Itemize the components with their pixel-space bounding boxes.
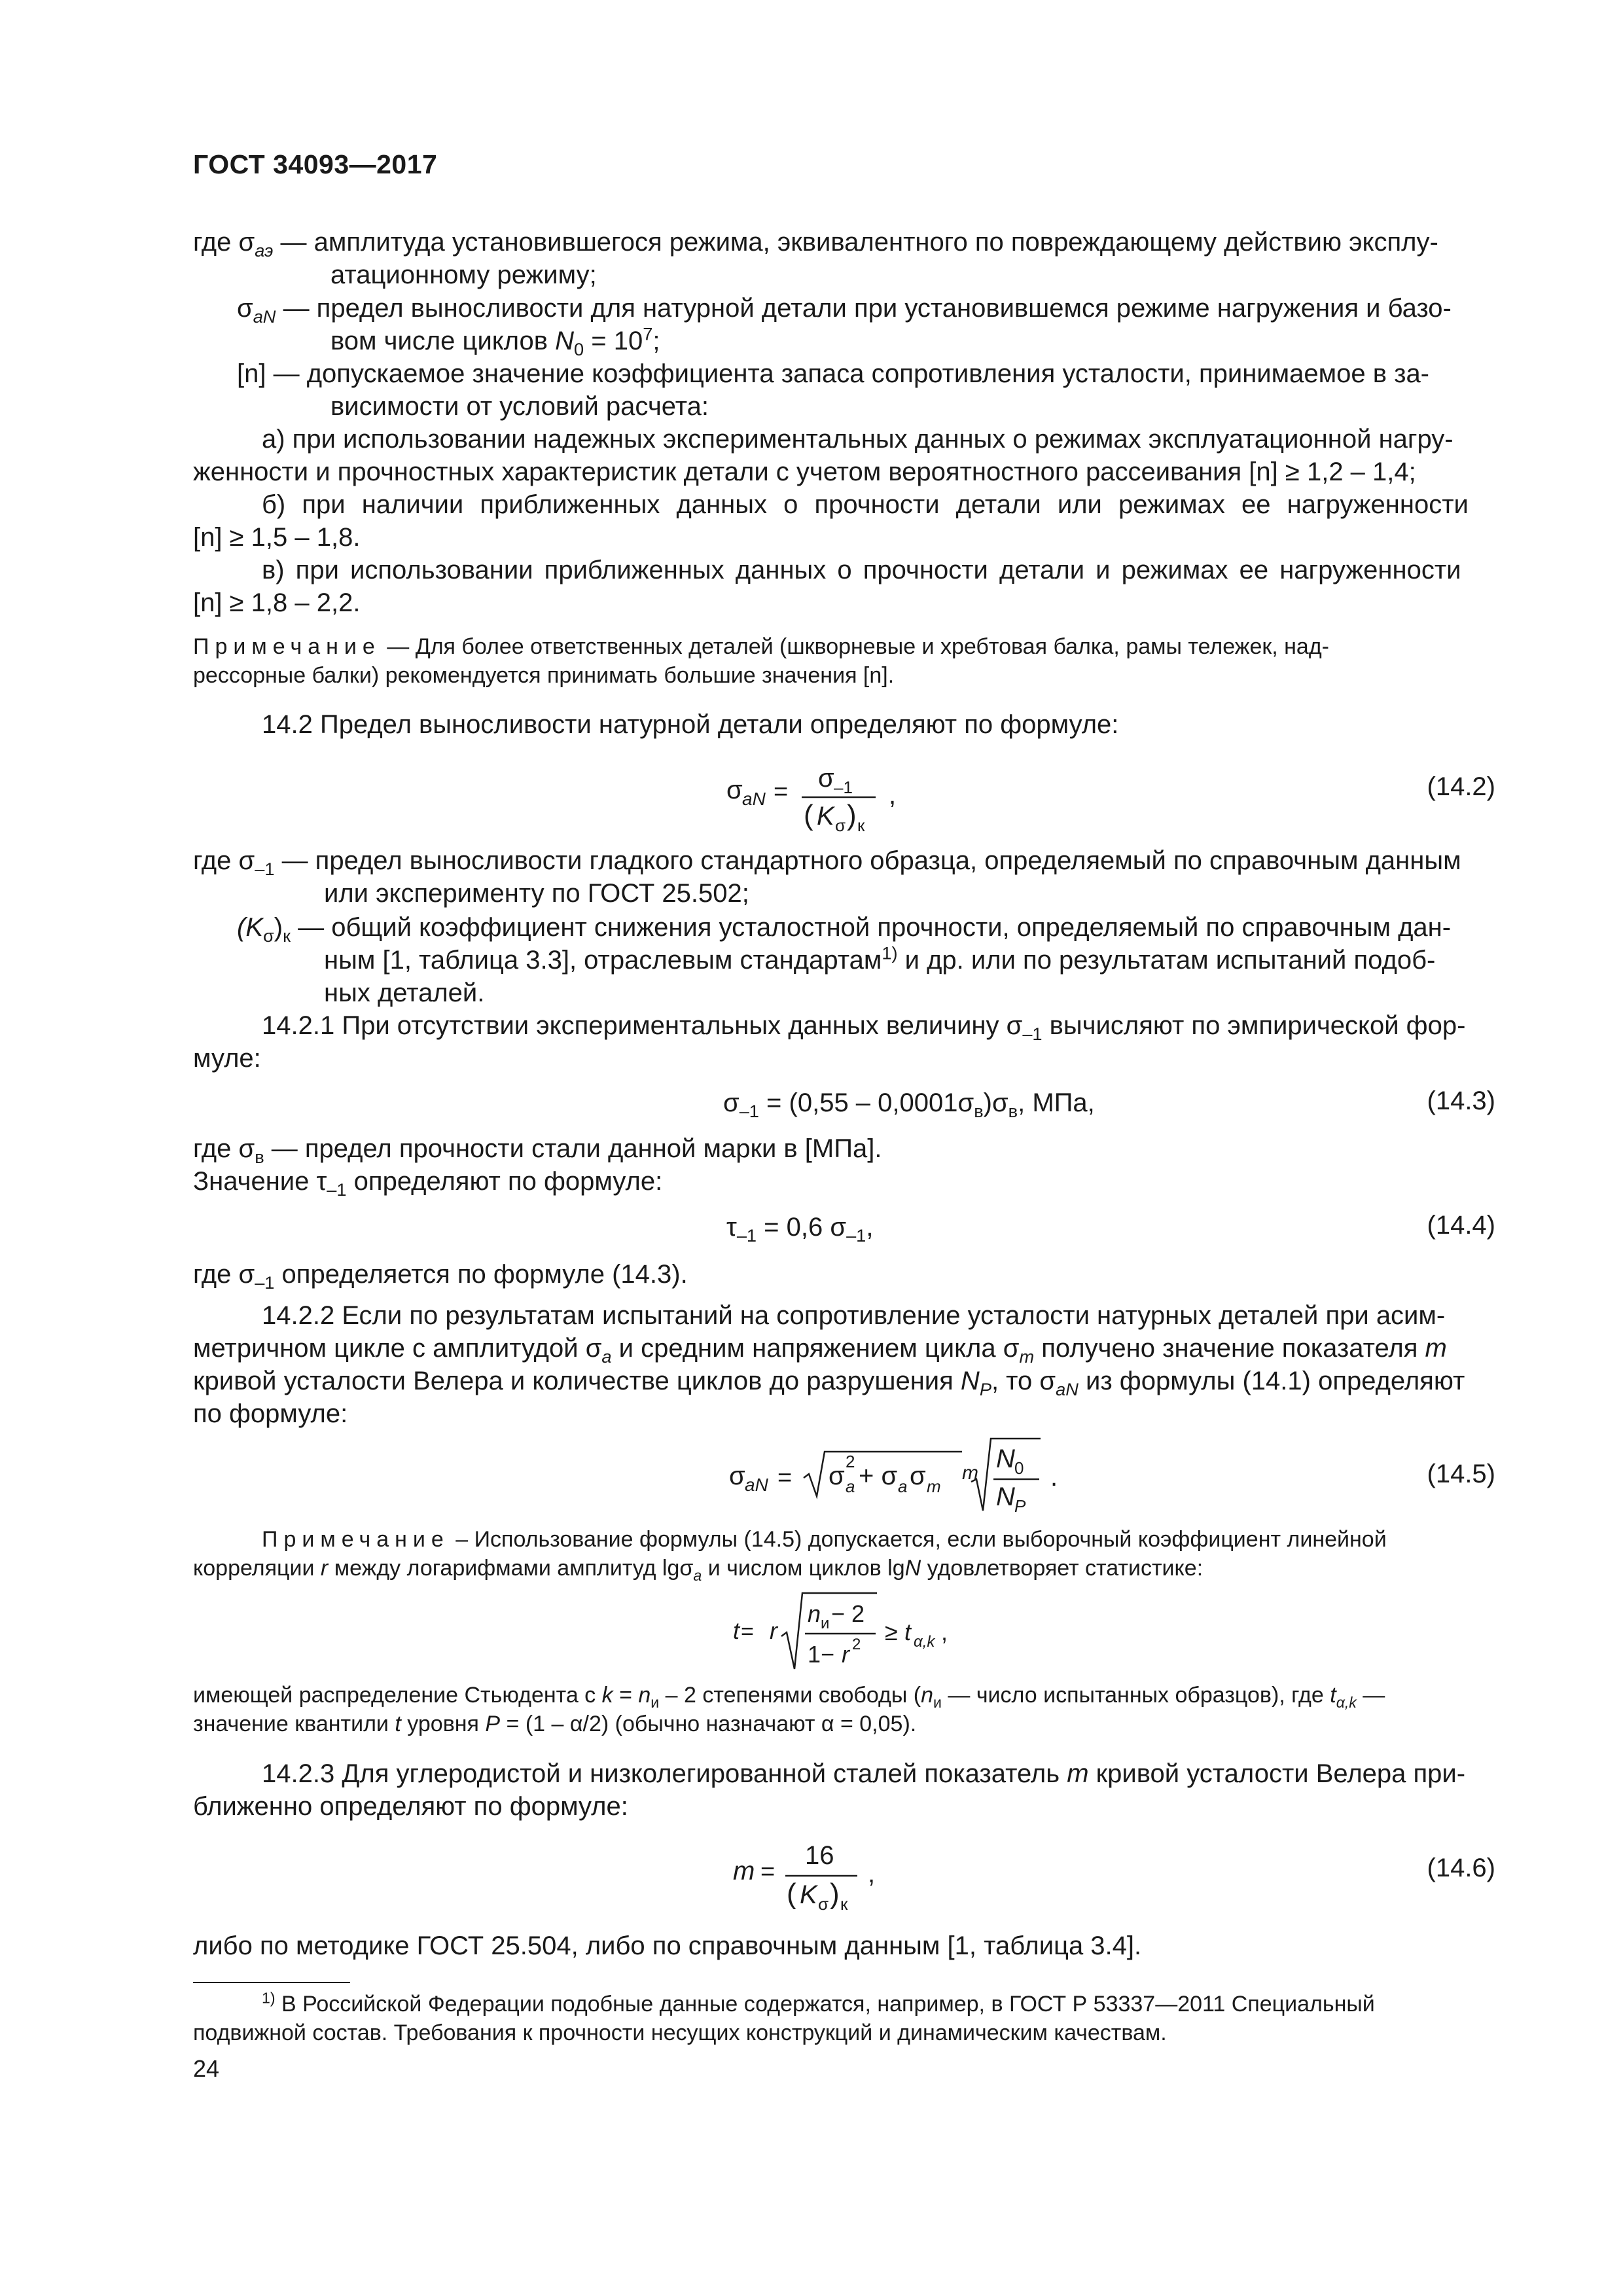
svg-text:=: = [777,1464,793,1492]
equation-14-5 [720,1433,1086,1518]
section-14-2-2-line2: метричном цикле с амплитудой $\sigma_a$ и средним напряжением цикла $\sigma_m$ получено значение показателя m [193,1334,1447,1367]
equation-number-14-3: (14.3) [1427,1086,1495,1115]
method-reference: либо по методике ГОСТ 25.504, либо по справочным данным [1, таблица 3.4]. [193,1931,1142,1960]
svg-text:a: a [898,1477,908,1496]
list-item-a-line2: женности и прочностных характеристик детали с учетом вероятностного рассеивания [n] ≥ 1,2 – 1,4; [193,457,1416,486]
definition-stress-factor-cont1: ным [1, таблица 3.3], отраслевым стандартам$^{1)}$ и др. или по результатам испытаний подоб- [324,942,1436,975]
svg-text:m: m [962,1462,978,1484]
svg-text:σ: σ [835,816,846,835]
equation-number-14-4: (14.4) [1427,1211,1495,1240]
definition-endurance-limit: $\sigma_{aN}$ — предел выносливости для натурной детали при установившемся режиме нагружения и базо- [237,294,1452,327]
svg-text:к: к [857,816,865,835]
svg-text:к: к [840,1894,848,1914]
section-14-2-2-line3: кривой усталости Велера и количестве циклов до разрушения $N_P$, то $\sigma_{aN}$ из формулы (14.1) определяют [193,1367,1465,1399]
note-2-quantile: значение квантили t уровня P = (1 – α/2) (обычно назначают α = 0,05). [193,1712,917,1736]
svg-text:σ: σ [818,764,834,793]
svg-text:2: 2 [852,1636,861,1653]
svg-text:0: 0 [1014,1458,1024,1478]
definition-amplitude-cont: атационному режиму; [330,260,597,289]
section-14-2-1: 14.2.1 При отсутствии экспериментальных данных величину $\sigma_{-1}$ вычисляют по эмпирической фор- [262,1011,1466,1044]
svg-text:(: ( [787,1878,796,1910]
equation-14-4: $\tau_{-1} = 0,6$ $\sigma_{-1}$, [726,1213,874,1246]
equation-number-14-5: (14.5) [1427,1460,1495,1488]
svg-text:− 2: − 2 [831,1600,865,1627]
list-item-b-line2: [n] ≥ 1,5 – 1,8. [193,523,361,552]
definition-safety-factor-cont: висимости от условий расчета: [330,392,709,421]
svg-text:a: a [846,1477,855,1496]
svg-text:,: , [941,1619,948,1645]
svg-text:t: t [733,1617,740,1644]
page-number: 24 [193,2055,220,2082]
svg-text:≥: ≥ [885,1619,898,1645]
definition-stress-factor: $(K_\sigma)_к$ — общий коэффициент снижения усталостной прочности, определяемый по справочным дан- [237,913,1452,946]
svg-text:=: = [741,1619,754,1644]
equation-14-3: $\sigma_{-1} = (0,55 - 0,0001\sigma_в)\sigma_в$, МПа, [723,1088,1095,1121]
svg-text:r: r [770,1617,777,1644]
svg-text:16: 16 [805,1841,834,1870]
svg-text:и: и [821,1615,830,1632]
tau-intro: Значение $\tau_{-1}$ определяют по формуле: [193,1167,663,1200]
list-item-a-line1: а) при использовании надежных экспериментальных данных о режимах эксплуатационной нагру- [262,425,1454,454]
list-item-b-line1: б) при наличии приближенных данных о прочности детали или режимах ее нагруженности [262,490,1469,519]
svg-text:t: t [904,1619,912,1645]
svg-text:aN: aN [745,1475,768,1495]
svg-text:,: , [889,781,897,810]
section-14-2-1-cont: муле: [193,1044,261,1073]
section-14-2-3: 14.2.3 Для углеродистой и низколегированной сталей показатель m кривой усталости Велера при- [262,1759,1466,1788]
equation-number-14-6: (14.6) [1427,1854,1495,1882]
document-header: ГОСТ 34093—2017 [193,149,438,179]
list-item-c-line1: в) при использовании приближенных данных о прочности детали и режимах ее нагруженности [262,556,1461,584]
footnote-1-cont: подвижной состав. Требования к прочности несущих конструкций и динамическим качествам. [193,2020,1167,2045]
svg-text:r: r [842,1641,849,1668]
svg-text:σ: σ [726,776,743,804]
svg-text:σ: σ [818,1894,829,1914]
svg-text:σ: σ [829,1462,845,1490]
note-1: Примечание — Для более ответственных деталей (шкворневые и хребтовая балка, рамы тележек, над- [193,634,1329,659]
svg-text:α,k: α,k [914,1633,935,1651]
svg-text:=: = [760,1858,776,1886]
note-1-cont: рессорные балки) рекомендуется принимать большие значения [n]. [193,663,895,688]
definition-sigma-minus1: где $\sigma_{-1}$ — предел выносливости гладкого стандартного образца, определяемый по справочным данным [193,846,1461,879]
footnote-1: $^{1)}$ В Российской Федерации подобные данные содержатся, например, в ГОСТ Р 53337—2011 Специальный [262,1989,1375,2017]
svg-text:): ) [830,1878,840,1910]
svg-text:n: n [808,1600,821,1627]
svg-text:N: N [996,1482,1015,1511]
svg-text:2: 2 [846,1452,855,1471]
svg-text:K: K [800,1880,817,1909]
equation-student-t [726,1584,988,1682]
svg-text:.: . [1050,1463,1058,1492]
definition-stress-factor-cont2: ных деталей. [324,978,485,1007]
section-14-2-3-cont: ближенно определяют по формуле: [193,1792,628,1821]
svg-text:1−: 1− [808,1641,835,1668]
note-2-student: имеющей распределение Стьюдента с $k = n_и - 2$ степенями свободы ($n_и$ — число испытанных образцов), где $t_{\alpha,k}$ — [193,1683,1385,1711]
svg-text:aN: aN [742,789,766,809]
equation-number-14-2: (14.2) [1427,772,1495,801]
definition-sigma-v: где $\sigma_в$ — предел прочности стали данной марки в [МПа]. [193,1134,882,1167]
svg-text:P: P [1014,1496,1026,1516]
svg-text:σ: σ [910,1462,926,1490]
equation-14-2 [720,753,916,838]
section-14-2-2: 14.2.2 Если по результатам испытаний на сопротивление усталости натурных деталей при асим- [262,1301,1446,1330]
equation-14-6 [720,1826,916,1918]
svg-text:σ: σ [729,1462,745,1490]
svg-text:m: m [733,1857,755,1886]
svg-text:): ) [847,799,857,831]
svg-text:–1: –1 [834,778,853,797]
svg-text:=: = [774,778,789,806]
definition-endurance-limit-cont: вом числе циклов $N_0 = 10^7$; [330,323,660,359]
svg-text:N: N [996,1444,1015,1473]
section-14-2-2-line4: по формуле: [193,1399,348,1428]
section-14-2: 14.2 Предел выносливости натурной детали определяют по формуле: [262,710,1119,739]
svg-text:m: m [927,1477,941,1496]
footnote-separator [193,1982,350,1983]
definition-amplitude: где $\sigma_{аэ}$ — амплитуда установившегося режима, эквивалентного по повреждающему действию эксплу- [193,228,1438,260]
svg-text:K: K [817,802,834,831]
sigma-minus1-ref: где $\sigma_{-1}$ определяется по формуле (14.3). [193,1260,688,1293]
list-item-c-line2: [n] ≥ 1,8 – 2,2. [193,588,361,617]
svg-text:+ σ: + σ [859,1462,898,1490]
note-2-cont: корреляции r между логарифмами амплитуд lgσ$_a$ и числом циклов lgN удовлетворяет статистике: [193,1556,1204,1584]
definition-sigma-minus1-cont: или эксперименту по ГОСТ 25.502; [324,879,749,908]
svg-text:(: ( [804,799,813,831]
svg-text:,: , [868,1859,876,1888]
definition-safety-factor: [n] — допускаемое значение коэффициента запаса сопротивления усталости, принимаемое в за- [237,359,1430,388]
note-2: Примечание – Использование формулы (14.5) допускается, если выборочный коэффициент линейной [262,1527,1387,1552]
